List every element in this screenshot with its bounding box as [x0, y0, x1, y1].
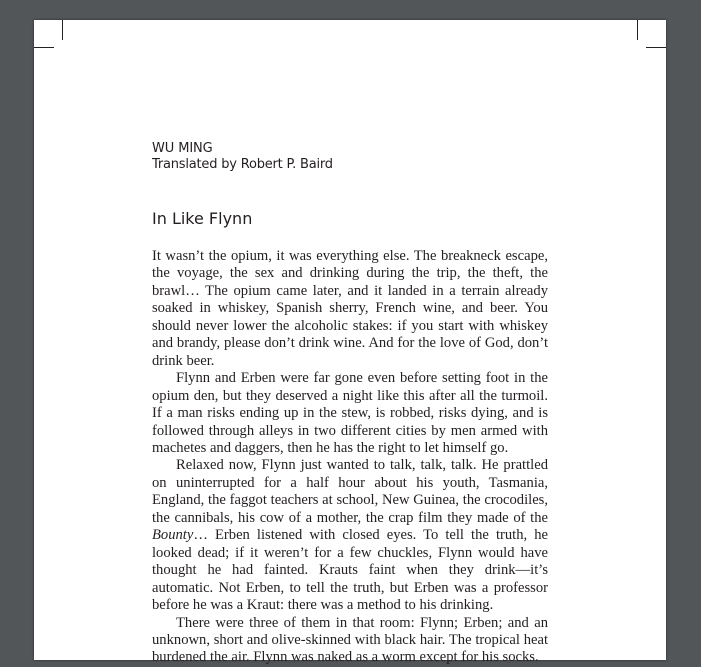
paragraph: [152, 615, 548, 667]
paragraph-text: Flynn and Erben were far gone even before setting foot in the opium den, but they deserved a night like this after all the turmoil. If a man risks ending up in the stew, is robbed, risks dying, and is followed through alleys in two different cities by men armed with machetes and daggers, then he has the right to let himself go.: [152, 370, 548, 456]
author-name: WU MING: [152, 141, 213, 156]
paragraph-text: There were three of them in that room: Flynn; Erben; and an unknown, short and olive-skinned with black hair. The tropical heat burdened the air. Flynn was naked as a worm except for his socks.: [152, 614, 548, 666]
paragraph-text: … Erben listened with closed eyes. To tell the truth, he looked dead; if it weren’t for a few chuckles, Flynn would have thought he had fainted. Krauts faint when they drink—it’s automatic. Not Erben, to tell the truth, but Erben was a professor before he was a Kraut: there was a method to his drinking.: [152, 527, 548, 614]
story-body: [152, 248, 548, 667]
crop-mark-top-left-horizontal: [34, 47, 54, 48]
story-title: In Like Flynn: [152, 209, 253, 228]
paragraph-text: It wasn’t the opium, it was everything else. The breakneck escape, the voyage, the sex and drinking during the trip, the theft, the brawl… The opium came later, and it landed in a terrain already soaked in whiskey, Spanish sherry, French wine, and beer. You should never lower the alcoholic stakes: if you start with whiskey and brandy, please don’t drink wine. And for the love of God, don’t drink beer.: [152, 248, 548, 369]
paragraph-text: Relaxed now, Flynn just wanted to talk, talk, talk. He prattled on uninterrupted for a half hour about his youth, Tasmania, England, the faggot teachers at school, New Guinea, the crocodiles, the cannibals, his cow of a mother, the crap film they made of the: [152, 457, 548, 526]
crop-mark-top-right-vertical: [637, 20, 638, 40]
paragraph: [152, 457, 548, 614]
italic-text: Bounty: [152, 527, 194, 544]
document-page: [34, 20, 666, 666]
translator-credit: Translated by Robert P. Baird: [152, 157, 333, 172]
paragraph: [152, 248, 548, 370]
crop-mark-top-left-vertical: [62, 20, 63, 40]
paragraph: [152, 370, 548, 457]
crop-mark-top-right-horizontal: [646, 47, 666, 48]
